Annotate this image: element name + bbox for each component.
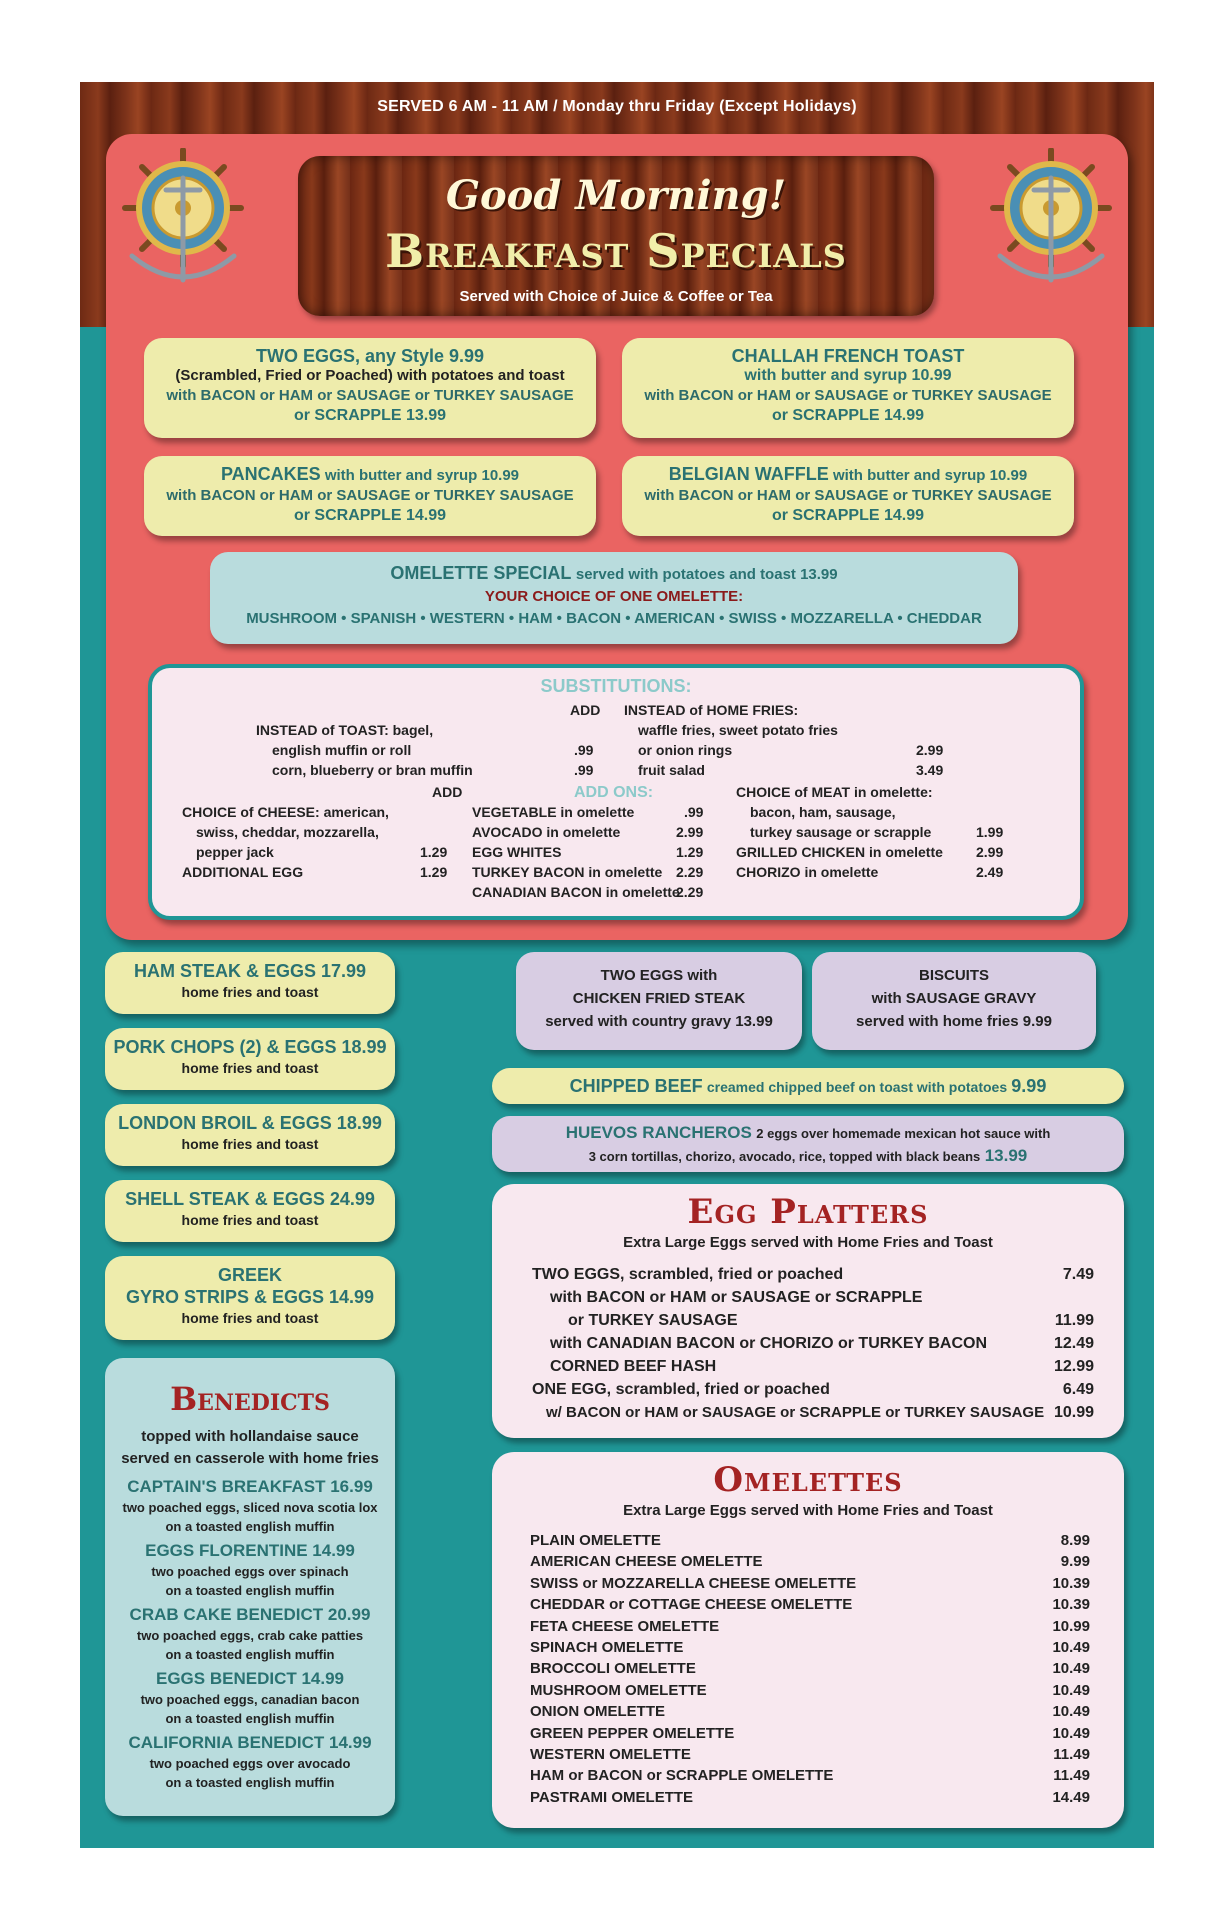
sub-line: CHOICE of CHEESE: american,	[182, 804, 389, 820]
sub-price: 1.29	[420, 864, 448, 880]
list-item	[530, 1639, 1090, 1660]
list-item	[105, 1732, 395, 1796]
omelette-name: PLAIN OMELETTE	[530, 1532, 661, 1549]
omelette-price: 10.49	[1052, 1724, 1090, 1742]
page-subtitle: Served with Choice of Juice & Coffee or Tea	[459, 288, 773, 305]
sub-price: 2.99	[976, 844, 1004, 860]
header-plaque	[298, 156, 934, 316]
omelette-name: SPINACH OMELETTE	[530, 1638, 684, 1656]
omelette-name: ONION OMELETTE	[530, 1703, 665, 1721]
list-item	[530, 1767, 1090, 1788]
sub-line: TURKEY BACON in omelette	[472, 864, 663, 880]
item-line: BISCUITS	[918, 967, 989, 984]
sub-price: 2.29	[676, 884, 704, 900]
sub-price: .99	[684, 804, 704, 820]
platter-price: 10.99	[1053, 1404, 1094, 1421]
addons-title: ADD ONS:	[574, 784, 654, 801]
item-line: 3 corn tortillas, chorizo, avocado, rice, topped with black beans	[588, 1149, 981, 1164]
item-line: home fries and toast	[181, 1310, 319, 1326]
item-title: TWO EGGS, any Style 9.99	[255, 346, 485, 366]
benedicts-title: Benedicts	[170, 1380, 330, 1418]
sub-line: AVOCADO in omelette	[472, 824, 621, 840]
item-line: two poached eggs, canadian bacon	[140, 1692, 360, 1707]
platter-price: 12.49	[1053, 1335, 1094, 1352]
omelette-price: 10.49	[1052, 1638, 1090, 1656]
item-title: CALIFORNIA BENEDICT 14.99	[128, 1733, 372, 1752]
item-title: CAPTAIN'S BREAKFAST 16.99	[127, 1477, 373, 1496]
chipped-beef	[492, 1068, 1124, 1104]
item-line: with BACON or HAM or SAUSAGE or TURKEY SAUSAGE	[166, 487, 574, 504]
platter-item: TWO EGGS, scrambled, fried or poached	[532, 1266, 844, 1283]
sub-line: turkey sausage or scrapple	[750, 824, 932, 840]
list-item	[530, 1660, 1090, 1681]
sub-price: 1.99	[976, 824, 1004, 840]
substitutions-grid	[152, 668, 1080, 916]
item-title: EGGS BENEDICT 14.99	[155, 1669, 344, 1688]
sub-price: 2.99	[676, 824, 704, 840]
sub-price: .99	[574, 762, 594, 778]
omelette-price: 10.49	[1052, 1703, 1090, 1721]
list-item	[105, 1476, 395, 1540]
benedicts-subtitle	[105, 1426, 395, 1470]
item-line: TWO EGGS with	[600, 967, 718, 984]
item-title: CHIPPED BEEF	[569, 1076, 703, 1096]
biscuits-gravy	[812, 952, 1096, 1050]
item-title: SHELL STEAK & EGGS 24.99	[125, 1189, 375, 1209]
london-broil-eggs	[105, 1104, 395, 1166]
add-header: ADD	[570, 702, 601, 718]
item-line: topped with hollandaise sauce	[141, 1428, 359, 1445]
omelette-price: 10.39	[1052, 1574, 1090, 1592]
item-title: HAM STEAK & EGGS 17.99	[133, 961, 367, 981]
omelette-price: 11.49	[1053, 1767, 1090, 1785]
sub-line: INSTEAD of HOME FRIES:	[624, 702, 799, 718]
item-title: BELGIAN WAFFLE	[668, 464, 829, 484]
sub-line: CHOICE of MEAT in omelette:	[736, 784, 933, 800]
gyro-strips-eggs	[105, 1256, 395, 1340]
add-header: ADD	[432, 784, 463, 800]
item-line: on a toasted english muffin	[165, 1647, 335, 1662]
platter-item: w/ BACON or HAM or SAUSAGE or SCRAPPLE or TURKEY SAUSAGE	[546, 1404, 1045, 1421]
platter-item: CORNED BEEF HASH	[550, 1358, 717, 1375]
item-line: home fries and toast	[181, 1136, 319, 1152]
omelette-name: SWISS or MOZZARELLA CHEESE OMELETTE	[530, 1574, 857, 1592]
ships-wheel-anchor-icon	[986, 148, 1116, 288]
item-line: served with potatoes and toast 13.99	[575, 566, 838, 583]
sub-price: 2.29	[676, 864, 704, 880]
item-line: with BACON or HAM or SAUSAGE or TURKEY SAUSAGE	[644, 487, 1052, 504]
list-item	[530, 1618, 1090, 1639]
list-item	[530, 1703, 1090, 1724]
egg-platters-box	[492, 1184, 1124, 1438]
item-line: on a toasted english muffin	[165, 1775, 335, 1790]
item-line: or SCRAPPLE 14.99	[771, 507, 925, 524]
omelette-price: 10.49	[1052, 1681, 1090, 1699]
sub-price: .99	[574, 742, 594, 758]
omelette-name: PASTRAMI OMELETTE	[530, 1788, 694, 1806]
sub-price: 1.29	[676, 844, 704, 860]
item-title: CRAB CAKE BENEDICT 20.99	[129, 1605, 371, 1624]
omelettes-subtitle: Extra Large Eggs served with Home Fries and Toast	[623, 1502, 993, 1519]
list-item	[530, 1682, 1090, 1703]
pork-chops-eggs	[105, 1028, 395, 1090]
sub-line: swiss, cheddar, mozzarella,	[196, 824, 379, 840]
chicken-fried-steak	[516, 952, 802, 1050]
list-item	[530, 1789, 1090, 1810]
sub-line: fruit salad	[638, 762, 705, 778]
sub-price: 3.49	[916, 762, 944, 778]
item-line: home fries and toast	[181, 1212, 319, 1228]
item-line: two poached eggs over spinach	[151, 1564, 349, 1579]
omelette-name: GREEN PEPPER OMELETTE	[530, 1724, 735, 1742]
omelette-name: HAM or BACON or SCRAPPLE OMELETTE	[530, 1767, 834, 1785]
list-item	[530, 1725, 1090, 1746]
sub-line: english muffin or roll	[272, 742, 412, 758]
huevos-rancheros	[492, 1116, 1124, 1172]
sub-price: 2.49	[976, 864, 1004, 880]
ships-wheel-anchor-icon	[118, 148, 248, 288]
shell-steak-eggs	[105, 1180, 395, 1242]
platter-item: or TURKEY SAUSAGE	[568, 1312, 738, 1329]
omelette-price: 10.39	[1052, 1596, 1090, 1614]
service-hours: SERVED 6 AM - 11 AM / Monday thru Friday (Except Holidays)	[377, 98, 857, 115]
omelette-name: AMERICAN CHEESE OMELETTE	[530, 1553, 763, 1571]
item-line: on a toasted english muffin	[165, 1583, 335, 1598]
item-line: or SCRAPPLE 14.99	[771, 407, 925, 424]
platter-price: 11.99	[1054, 1312, 1094, 1329]
omelette-price: 10.99	[1052, 1617, 1090, 1635]
item-title: GREEK	[217, 1265, 282, 1285]
item-line: creamed chipped beef on toast with potatoes	[706, 1079, 1008, 1095]
egg-platters-subtitle: Extra Large Eggs served with Home Fries and Toast	[623, 1234, 993, 1251]
item-line: with butter and syrup 10.99	[744, 367, 952, 384]
sub-line: CANADIAN BACON in omelette	[472, 884, 680, 900]
greeting: Good Morning!	[445, 172, 787, 219]
omelette-price: 9.99	[1060, 1553, 1090, 1571]
omelettes-title: Omelettes	[713, 1460, 903, 1500]
sub-line: waffle fries, sweet potato fries	[638, 722, 838, 738]
item-line: served with home fries 9.99	[856, 1013, 1052, 1030]
omelette-price: 8.99	[1060, 1532, 1090, 1549]
item-line: on a toasted english muffin	[165, 1519, 335, 1534]
item-price: 9.99	[1011, 1076, 1047, 1096]
platter-item: with BACON or HAM or SAUSAGE or SCRAPPLE	[550, 1289, 923, 1306]
special-two-eggs	[144, 338, 596, 438]
platter-price: 6.49	[1062, 1381, 1094, 1398]
sub-line: or onion rings	[638, 742, 733, 758]
sub-line: CHORIZO in omelette	[736, 864, 879, 880]
sub-line: GRILLED CHICKEN in omelette	[736, 844, 943, 860]
item-line: YOUR CHOICE OF ONE OMELETTE:	[484, 588, 744, 605]
platter-item: ONE EGG, scrambled, fried or poached	[532, 1381, 830, 1398]
substitutions-box	[148, 664, 1084, 920]
omelette-name: FETA CHEESE OMELETTE	[530, 1617, 720, 1635]
substitutions-title: SUBSTITUTIONS:	[540, 676, 692, 696]
sub-line: corn, blueberry or bran muffin	[272, 762, 473, 778]
sub-line: EGG WHITES	[472, 844, 562, 860]
sub-line: VEGETABLE in omelette	[472, 804, 635, 820]
item-title: GYRO STRIPS & EGGS 14.99	[125, 1287, 375, 1307]
item-line: with butter and syrup 10.99	[832, 467, 1028, 484]
item-title: OMELETTE SPECIAL	[390, 563, 572, 583]
item-line: with BACON or HAM or SAUSAGE or TURKEY SAUSAGE	[644, 387, 1052, 404]
omelette-name: MUSHROOM OMELETTE	[530, 1681, 707, 1699]
egg-platters-title: Egg Platters	[687, 1192, 929, 1232]
item-line: two poached eggs over avocado	[149, 1756, 351, 1771]
item-price: 13.99	[984, 1146, 1028, 1165]
omelette-name: CHEDDAR or COTTAGE CHEESE OMELETTE	[530, 1596, 853, 1614]
item-line: MUSHROOM • SPANISH • WESTERN • HAM • BACON • AMERICAN • SWISS • MOZZARELLA • CHEDDAR	[246, 610, 982, 627]
item-line: with butter and syrup 10.99	[324, 467, 520, 484]
omelette-name: WESTERN OMELETTE	[530, 1745, 691, 1763]
item-line: home fries and toast	[181, 984, 319, 1000]
omelette-name: BROCCOLI OMELETTE	[530, 1660, 696, 1678]
special-waffle	[622, 456, 1074, 536]
platter-price: 12.99	[1053, 1358, 1094, 1375]
sub-line: bacon, ham, sausage,	[750, 804, 896, 820]
item-line: on a toasted english muffin	[165, 1711, 335, 1726]
sub-price: 1.29	[420, 844, 448, 860]
menu-sheet	[80, 82, 1154, 1848]
list-item	[105, 1540, 395, 1604]
item-line: (Scrambled, Fried or Poached) with potatoes and toast	[175, 367, 565, 384]
item-line: served en casserole with home fries	[121, 1450, 379, 1467]
item-line: CHICKEN FRIED STEAK	[572, 990, 746, 1007]
item-title: PORK CHOPS (2) & EGGS 18.99	[113, 1037, 387, 1057]
sub-line: INSTEAD of TOAST: bagel,	[256, 722, 434, 738]
list-item	[105, 1604, 395, 1668]
item-line: with BACON or HAM or SAUSAGE or TURKEY SAUSAGE	[166, 387, 574, 404]
omelette-price: 10.49	[1052, 1660, 1090, 1678]
platter-price: 7.49	[1062, 1266, 1094, 1283]
benedicts-list	[105, 1476, 395, 1796]
sub-line: pepper jack	[196, 844, 274, 860]
ham-steak-eggs	[105, 952, 395, 1014]
list-item	[530, 1746, 1090, 1767]
sub-line: ADDITIONAL EGG	[182, 864, 304, 880]
omelettes-list	[530, 1532, 1090, 1810]
list-item	[105, 1668, 395, 1732]
platter-item: with CANADIAN BACON or CHORIZO or TURKEY BACON	[550, 1335, 988, 1352]
item-title: EGGS FLORENTINE 14.99	[145, 1541, 355, 1560]
item-line: or SCRAPPLE 14.99	[293, 507, 447, 524]
list-item	[530, 1575, 1090, 1596]
sub-price: 2.99	[916, 742, 944, 758]
item-line: with SAUSAGE GRAVY	[871, 990, 1037, 1007]
special-french-toast	[622, 338, 1074, 438]
item-title: LONDON BROIL & EGGS 18.99	[118, 1113, 382, 1133]
item-title: PANCAKES	[220, 464, 321, 484]
item-line: home fries and toast	[181, 1060, 319, 1076]
list-item	[530, 1532, 1090, 1553]
special-pancakes	[144, 456, 596, 536]
item-line: 2 eggs over homemade mexican hot sauce with	[756, 1126, 1051, 1141]
omelettes-box	[492, 1452, 1124, 1828]
list-item	[530, 1553, 1090, 1574]
omelette-price: 14.49	[1052, 1788, 1090, 1806]
benedicts-box	[105, 1358, 395, 1816]
item-title: CHALLAH FRENCH TOAST	[731, 346, 965, 366]
page-title: Breakfast Specials	[385, 224, 847, 278]
item-line: served with country gravy 13.99	[545, 1013, 773, 1030]
item-line: two poached eggs, crab cake patties	[136, 1628, 364, 1643]
item-title: HUEVOS RANCHEROS	[565, 1123, 752, 1142]
omelette-special	[210, 552, 1018, 644]
omelette-price: 11.49	[1053, 1745, 1090, 1763]
list-item	[530, 1596, 1090, 1617]
item-line: two poached eggs, sliced nova scotia lox	[122, 1500, 378, 1515]
item-line: or SCRAPPLE 13.99	[293, 407, 447, 424]
